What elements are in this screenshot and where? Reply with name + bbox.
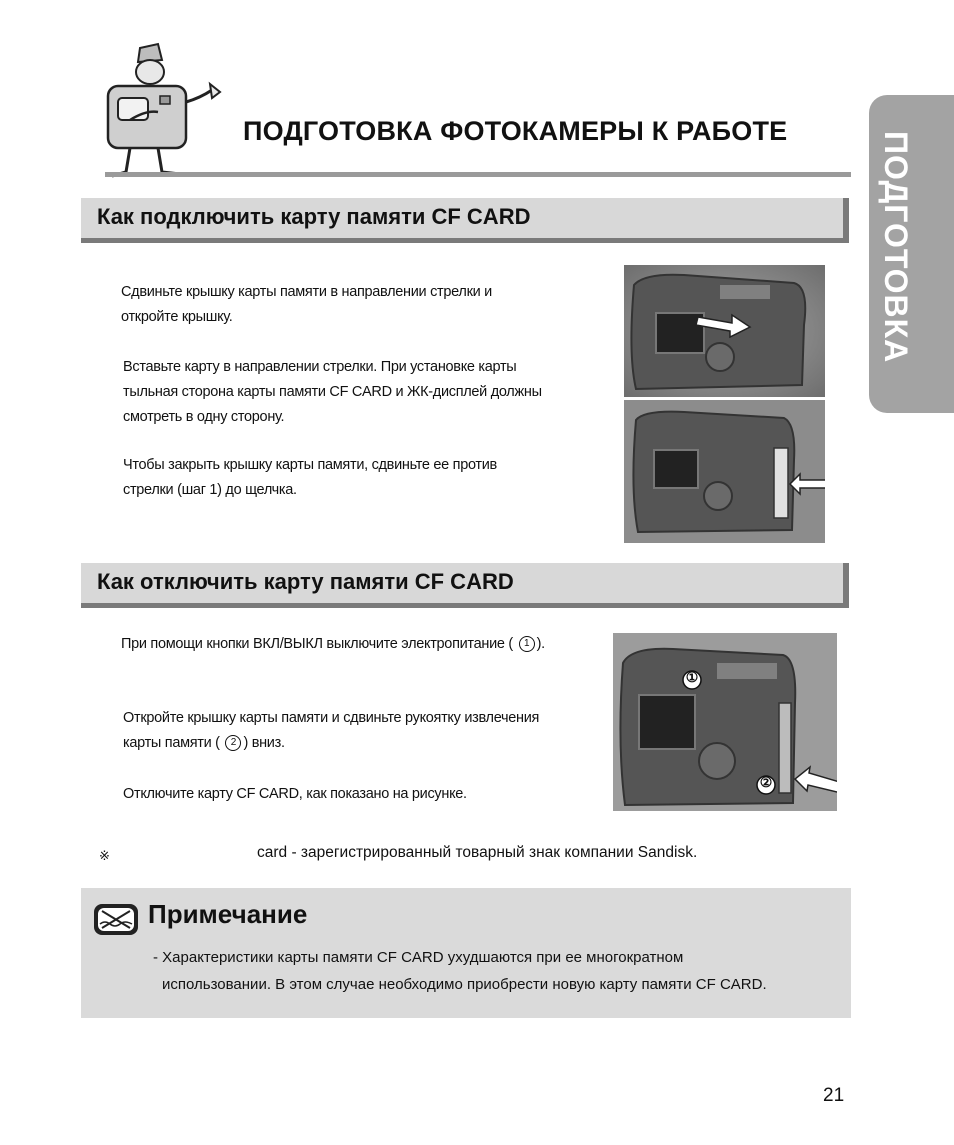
page-title: ПОДГОТОВКА ФОТОКАМЕРЫ К РАБОТЕ <box>243 116 788 146</box>
title-rule <box>105 172 851 177</box>
page-number: 21 <box>823 1085 845 1106</box>
text-line: Отключите карту CF CARD, как показано на рисунке. <box>123 786 467 802</box>
circled-number-1: 1 <box>519 636 535 652</box>
text-span: При помощи кнопки ВКЛ/ВЫКЛ выключите электропитание ( <box>121 636 513 652</box>
text-line: стрелки (шаг 1) до щелчка. <box>123 482 297 498</box>
step-paragraph <box>123 355 542 430</box>
camera-mascot-illustration <box>100 40 230 185</box>
text-line: Вставьте карту в направлении стрелки. При установке карты <box>123 359 517 375</box>
camera-photo-insert-card <box>624 400 825 543</box>
chapter-side-tab <box>869 95 954 413</box>
note-box <box>81 888 851 1018</box>
text-line: Откройте крышку карты памяти и сдвиньте рукоятку извлечения <box>123 710 540 726</box>
section-title: Как отключить карту памяти CF CARD <box>97 569 514 594</box>
note-icon <box>93 900 139 936</box>
text-span: карты памяти ( <box>123 735 220 751</box>
section-header-remove-card <box>81 563 849 608</box>
note-title: Примечание <box>148 899 308 929</box>
text-line: Сдвиньте крышку карты памяти в направлении стрелки и <box>121 284 492 300</box>
step-paragraph <box>123 453 497 503</box>
section-header-insert-card <box>81 198 849 243</box>
step-paragraph <box>123 782 467 807</box>
circled-number-2: 2 <box>225 735 241 751</box>
step-paragraph <box>123 706 539 756</box>
text-line: смотреть в одну сторону. <box>123 409 285 425</box>
reference-mark: ※ <box>99 848 110 863</box>
text-line: Чтобы закрыть крышку карты памяти, сдвиньте ее против <box>123 457 497 473</box>
photo-marker-2: ② <box>759 774 773 790</box>
note-line: - Характеристики карты памяти CF CARD ухудшаются при ее многократном <box>153 949 684 966</box>
note-line: использовании. В этом случае необходимо приобрести новую карту памяти CF CARD. <box>162 976 767 993</box>
text-line: тыльная сторона карты памяти CF CARD и ЖК-дисплей должны <box>123 384 542 400</box>
text-line: откройте крышку. <box>121 309 233 325</box>
note-body <box>153 944 767 998</box>
side-tab-label: ПОДГОТОВКА <box>878 131 914 364</box>
step-paragraph <box>121 280 492 330</box>
photo-marker-1: ① <box>685 669 699 685</box>
camera-photo-open-cover <box>624 265 825 397</box>
text-span: ). <box>536 636 545 652</box>
trademark-note: card - зарегистрированный товарный знак компании Sandisk. <box>257 844 698 861</box>
section-title: Как подключить карту памяти CF CARD <box>97 204 531 229</box>
camera-photo-remove-card <box>613 633 837 811</box>
step-paragraph <box>121 632 545 657</box>
text-span: ) вниз. <box>243 735 285 751</box>
